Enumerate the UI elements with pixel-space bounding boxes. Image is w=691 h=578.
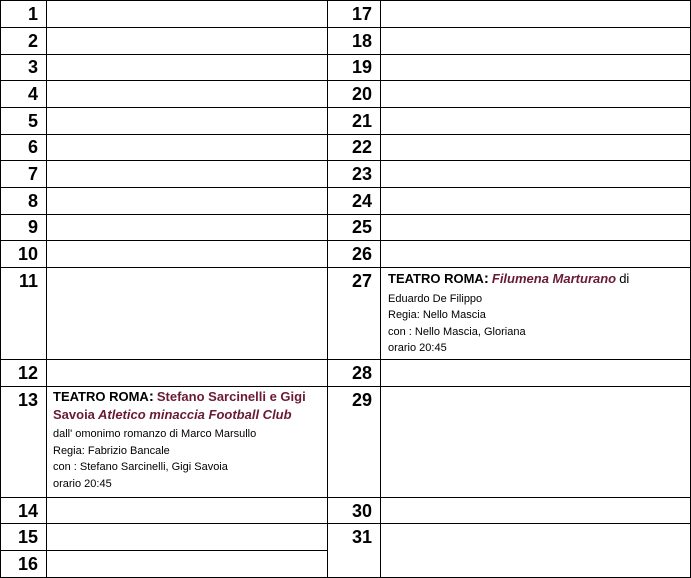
event-day-13 (53, 389, 325, 492)
event-detail: orario 20:45 (388, 342, 447, 354)
day-number: 9 (27, 217, 38, 237)
event-title-suffix: di (619, 271, 630, 286)
event-detail: con : Stefano Sarcinelli, Gigi Savoia (53, 461, 228, 473)
event-title: Atletico minaccia Football Club (97, 406, 292, 422)
left-day-numbers (0, 0, 46, 578)
event-detail: orario 20:45 (53, 477, 112, 490)
day-number: 16 (17, 554, 38, 574)
day-number: 10 (17, 244, 38, 264)
day-number: 17 (351, 4, 372, 24)
day-number: 31 (351, 527, 372, 547)
day-number: 2 (27, 31, 38, 51)
day-number: 19 (351, 57, 372, 77)
event-detail: Eduardo De Filippo (388, 292, 483, 305)
day-number: 25 (351, 217, 372, 237)
event-detail: Regia: Fabrizio Bancale (53, 444, 170, 457)
event-day-27 (388, 271, 688, 357)
event-detail: Regia: Nello Mascia (388, 309, 486, 321)
right-day-numbers (327, 0, 380, 578)
day-number: 11 (18, 271, 38, 291)
day-number: 1 (27, 4, 38, 24)
event-detail: con : Nello Mascia, Gloriana (388, 325, 526, 338)
day-number: 29 (351, 390, 372, 410)
day-number: 14 (17, 501, 38, 521)
event-title: Filumena Marturano (491, 271, 617, 286)
day-number: 21 (351, 111, 372, 131)
event-venue: TEATRO ROMA (388, 271, 484, 286)
day-number: 30 (351, 501, 372, 521)
day-number: 28 (351, 363, 372, 383)
day-number: 5 (27, 111, 38, 131)
day-number: 20 (351, 84, 372, 104)
event-venue: TEATRO ROMA (53, 389, 149, 404)
day-number: 12 (17, 363, 38, 383)
event-colon: : (148, 388, 154, 405)
day-number: 23 (351, 164, 372, 184)
day-number: 27 (351, 271, 372, 291)
day-number: 8 (27, 191, 38, 211)
day-number: 15 (17, 527, 38, 547)
day-number: 7 (27, 164, 38, 184)
day-number: 6 (27, 137, 38, 157)
day-number: 24 (351, 191, 372, 211)
day-number: 3 (27, 57, 38, 77)
event-colon: : (483, 270, 489, 287)
day-number: 26 (351, 244, 372, 264)
day-number: 4 (27, 84, 38, 104)
event-detail: dall' omonimo romanzo di Marco Marsullo (53, 428, 257, 440)
day-number: 13 (17, 390, 38, 410)
day-number: 22 (351, 137, 372, 157)
event-performers: Stefano Sarcinelli e Gigi Savoia (53, 389, 306, 422)
day-number: 18 (351, 31, 372, 51)
